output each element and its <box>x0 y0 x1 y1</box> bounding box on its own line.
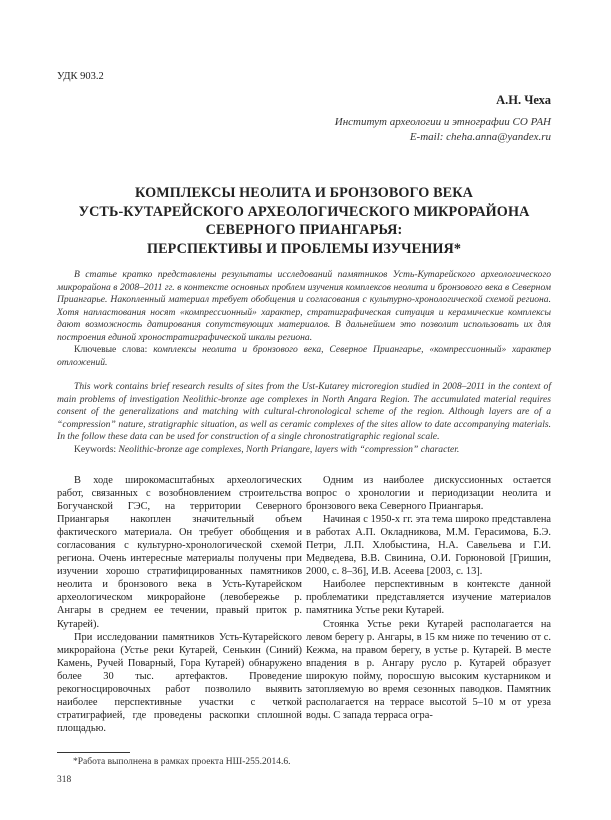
keywords-ru-label: Ключевые слова: <box>74 344 148 355</box>
paragraph: Стоянка Устье реки Кутарей располагается на левом берегу р. Ангары, в 15 км ниже по течению от с. Кежма, на правом берегу, в устье р. Кутарей. В месте впадения в р. Ангару русло р. Кутарей образует широкую пойму, поросшую высоким кустарником и затопляемую во время сезонных паводков. Памятник располагается на террасе высотой 5–10 м от уреза воды. С запада терраса огра- <box>306 618 551 721</box>
keywords-en <box>57 444 551 457</box>
title-line: КОМПЛЕКСЫ НЕОЛИТА И БРОНЗОВОГО ВЕКА <box>135 185 473 201</box>
body-column-right <box>306 474 551 722</box>
abstract-english <box>57 381 551 456</box>
title-line: УСТЬ-КУТАРЕЙСКОГО АРХЕОЛОГИЧЕСКОГО МИКРОРАЙОНА <box>78 203 530 220</box>
paragraph: Начиная с 1950-х гг. эта тема широко представлена в работах А.П. Окладникова, М.М. Герасимова, Б.Э. Петри, Л.П. Хлобыстина, Н.А. Савельева и Г.И. Медведева, В.В. Свинина, О.И. Горюновой [Гришин, 2000, с. 8–36], И.В. Асеева [2003, с. 13]. <box>306 514 551 578</box>
keywords-ru-values: комплексы неолита и бронзового века, Северное Приангарье, «компрессионный» характер отложений. <box>57 344 551 368</box>
author-affiliation-block <box>335 115 551 145</box>
email: E-mail: cheha.anna@yandex.ru <box>409 131 551 143</box>
abstract-ru-text: В статье кратко представлены результаты исследований памятников Усть-Кутарейского археологического микрорайона в 2008–2011 гг. в контексте основных проблем изучения комплексов неолита и бронзового века в Северном Приангарье. Накопленный материал требует обобщения и согласования с культурно-хронологической схемой региона. Хотя напластования носят «компрессионный» характер, стратиграфическая ситуация и керамические комплексы дают возможность датирования сопутствующих материалов. В дальнейшем это позволит использовать их для построения единой хроностратиграфической шкалы региона. <box>57 269 551 343</box>
page-number: 318 <box>57 775 72 785</box>
affiliation: Институт археологии и этнографии СО РАН <box>334 116 551 128</box>
paragraph: Одним из наиболее дискуссионных остается вопрос о хронологии и периодизации неолита и бронзового века Северного Приангарья. <box>306 475 551 513</box>
keywords-en-values: Neolithic-bronze age complexes, North Priangare, layers with “compression” character. <box>118 443 460 455</box>
body-column-left <box>57 474 302 735</box>
keywords-ru <box>57 344 551 369</box>
paragraph: В ходе широкомасштабных археологических работ, связанных с возобновлением строительства Богучанской ГЭС, на территории Северного Приангарья накоплен значительный объем фактического материала. Он требует обобщения и согласования с культурно-хронологической схемой региона. Очень интересные материалы получены при изучении хорошо стратифицированных памятников неолита и бронзового века в Усть-Кутарейском археологическом микрорайоне (левобережье р. Ангары в среднем ее течении, правый приток р. Кутарей). <box>57 475 302 630</box>
footnote-divider <box>57 752 130 753</box>
abstract-en-text: This work contains brief research results of sites from the Ust-Kutarey microregion studied in 2008–2011 in the context of main problems of investigation Neolithic-bronze age complexes in North Angara Region. The accumulated material requires consent of the generalizations and matching with cultural-chronological scheme of the region. Although layers are of a “compression” nature, stratigraphic situation, as well as ceramic complexes of the sites allow to date accompanying materials. In the follow these data can be used for construction of a single chronostratigraphic regional scale. <box>57 381 551 442</box>
paragraph: При исследовании памятников Усть-Кутарейского микрорайона (Устье реки Кутарей, Сенькин (Синий) Камень, Ручей Поварный, Гора Кутарей) обнаружено более 30 тыс. артефактов. Проведение рекогносцировочных работ позволило выявить наиболее перспективные участки с четкой стратиграфией, где проведены раскопки сплошной площадью. <box>57 631 302 734</box>
udk-code: УДК 903.2 <box>57 71 104 82</box>
title-line: СЕВЕРНОГО ПРИАНГАРЬЯ: <box>205 222 403 238</box>
footnote: *Работа выполнена в рамках проекта НШ-255.2014.6. <box>73 757 291 767</box>
article-title <box>57 184 551 258</box>
keywords-en-label: Keywords: <box>74 443 117 455</box>
paragraph: Наиболее перспективным в контексте данной проблематики представляется изучение материалов памятника Устье реки Кутарей. <box>306 579 551 617</box>
title-line: ПЕРСПЕКТИВЫ И ПРОБЛЕМЫ ИЗУЧЕНИЯ* <box>146 240 462 257</box>
abstract-russian <box>57 269 551 369</box>
author-name: А.Н. Чеха <box>496 93 551 107</box>
